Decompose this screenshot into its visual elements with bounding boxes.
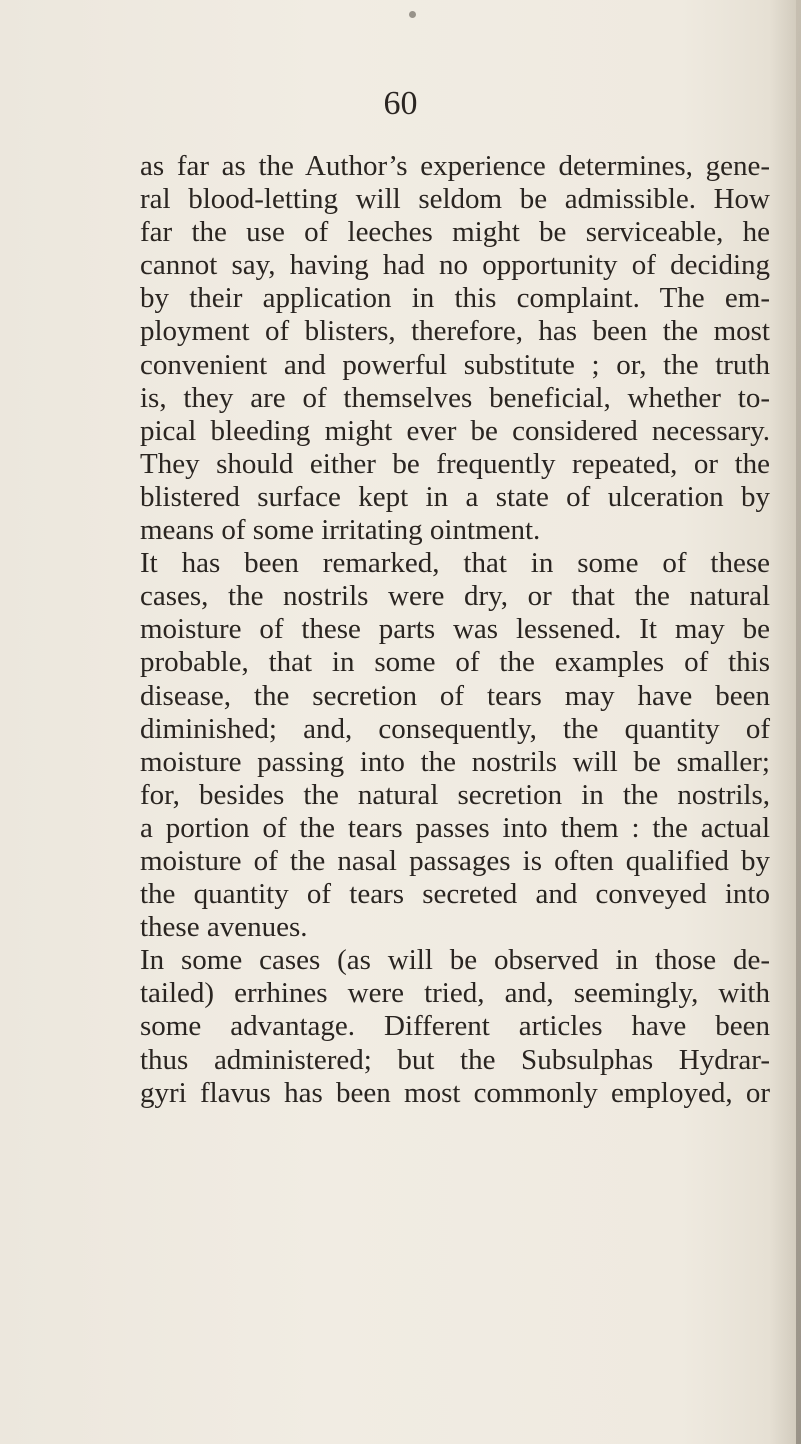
text-line: ployment of blisters, therefore, has been the most [140,315,770,348]
text-line: by their application in this complaint. The em- [140,282,770,315]
text-line: cannot say, having had no opportunity of deciding [140,249,770,282]
page-number: 60 [383,85,418,122]
text-line: blistered surface kept in a state of ulceration by [140,480,770,513]
text-line: these avenues. [140,911,308,944]
body-text [140,150,770,1110]
text-line: probable, that in some of the examples of this [140,646,770,679]
text-line: tailed) errhines were tried, and, seemingly, with [140,977,770,1010]
page-edge-shadow [796,0,801,1444]
text-line: In some cases (as will be observed in those de- [140,944,770,977]
text-line: disease, the secretion of tears may have been [140,679,770,712]
text-line: cases, the nostrils were dry, or that the natural [140,580,770,613]
text-line: the quantity of tears secreted and conveyed into [140,878,770,911]
text-line: moisture of these parts was lessened. It may be [140,613,770,646]
text-line: diminished; and, consequently, the quantity of [140,712,770,745]
text-line: convenient and powerful substitute ; or, the truth [140,348,770,381]
text-line: ral blood-letting will seldom be admissible. How [140,183,770,216]
text-line: as far as the Author’s experience determines, gene- [140,150,770,182]
text-line: moisture passing into the nostrils will be smaller; [140,745,770,778]
text-line: some advantage. Different articles have been [140,1010,770,1043]
text-line: gyri flavus has been most commonly employed, or [140,1076,770,1109]
ink-speck [409,11,416,18]
text-line: pical bleeding might ever be considered necessary. [140,414,770,447]
text-line: for, besides the natural secretion in the nostrils, [140,778,770,811]
text-line: They should either be frequently repeated, or the [140,447,770,480]
text-line: is, they are of themselves beneficial, whether to- [140,381,770,414]
text-line: moisture of the nasal passages is often qualified by [140,844,770,877]
text-line: far the use of leeches might be serviceable, he [140,216,770,249]
text-line: It has been remarked, that in some of these [140,547,770,580]
text-line: a portion of the tears passes into them : the actual [140,811,770,844]
text-line: thus administered; but the Subsulphas Hydrar- [140,1043,770,1076]
text-line: means of some irritating ointment. [140,514,541,547]
